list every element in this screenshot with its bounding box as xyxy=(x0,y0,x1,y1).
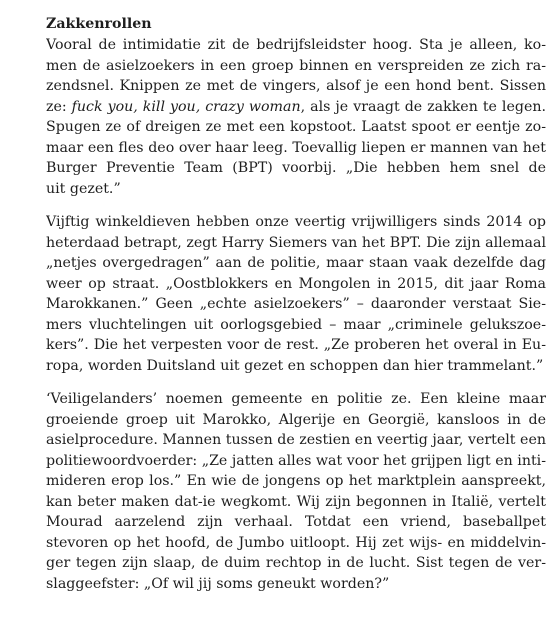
text-line xyxy=(46,253,546,274)
text-run: groeiende groep uit Marokko, Algerije en Georgië, kansloos in de xyxy=(46,411,546,428)
text-line xyxy=(46,430,546,451)
text-run: stevoren op het hoofd, de Jumbo uitloopt. Hij zet wijs- en middelvin- xyxy=(46,534,546,551)
text-run: Spugen ze of dreigen ze met een kopstoot. Laatst spoot er eentje zo- xyxy=(46,119,546,135)
text-run: ropa, worden Duitsland uit gezet en schoppen dan hier trammelant.” xyxy=(46,357,544,374)
text-run: zendsnel. Knippen ze met de vingers, alsof je een hond bent. Sissen xyxy=(46,78,546,94)
text-line xyxy=(46,97,546,118)
text-line xyxy=(46,512,546,533)
text-run: heterdaad betrapt, zegt Harry Siemers van het BPT. Die zijn allemaal xyxy=(46,234,546,251)
paragraph xyxy=(46,35,546,199)
text-line xyxy=(46,233,546,254)
text-line xyxy=(46,574,546,595)
text-run: ‘Veiligelanders’ noemen gemeente en politie ze. Een kleine maar xyxy=(46,391,546,407)
text-line xyxy=(46,76,546,97)
text-run: Vooral de intimidatie zit de bedrijfsleidster hoog. Sta je alleen, ko- xyxy=(46,37,546,53)
paragraph xyxy=(46,212,546,376)
italic-text: fuck you, kill you, crazy woman xyxy=(71,98,301,115)
text-line xyxy=(46,471,546,492)
text-line xyxy=(46,451,546,472)
text-line xyxy=(46,553,546,574)
text-line xyxy=(46,356,546,377)
text-run: , als je vraagt de zakken te legen. xyxy=(300,98,546,115)
text-run: mideren erop los.” En wie de jongens op het marktplein aanspreekt, xyxy=(46,473,546,489)
text-run: kan beter maken dat-ie wegkomt. Wij zijn begonnen in Italië, vertelt xyxy=(46,493,546,510)
text-line xyxy=(46,294,546,315)
text-run: ze: xyxy=(46,98,72,115)
text-line xyxy=(46,335,546,356)
paragraph xyxy=(46,389,546,594)
article-body xyxy=(46,35,546,594)
text-line xyxy=(46,212,546,233)
text-line xyxy=(46,492,546,513)
text-run: weer op straat. „Oostblokkers en Mongolen in 2015, dit jaar Roma xyxy=(46,275,546,292)
text-run: uit gezet.” xyxy=(46,180,121,197)
section-heading: Zakkenrollen xyxy=(46,16,152,32)
text-run: maar een fles deo over haar leeg. Toevallig liepen er mannen van het xyxy=(46,139,546,156)
text-line xyxy=(46,179,546,200)
text-run: Mourad aarzelend zijn verhaal. Totdat een vriend, baseballpet xyxy=(46,514,546,530)
text-line xyxy=(46,315,546,336)
text-run: men de asielzoekers in een groep binnen en verspreiden ze zich ra- xyxy=(46,57,546,74)
text-run: asielprocedure. Mannen tussen de zestien en veertig jaar, vertelt een xyxy=(46,432,546,448)
text-line xyxy=(46,138,546,159)
text-run: mers vluchtelingen uit oorlogsgebied – maar „criminele gelukszoe- xyxy=(46,316,546,333)
text-run: Marokkanen.” Geen „echte asielzoekers” – daaronder verstaat Sie- xyxy=(46,296,546,312)
text-run: ger tegen zijn slaap, de duim rechtop in de lucht. Sist tegen de ver- xyxy=(46,555,546,571)
text-line xyxy=(46,35,546,56)
text-line xyxy=(46,158,546,179)
text-run: politiewoordvoerder: „Ze jatten alles wat voor het grijpen ligt en inti- xyxy=(46,452,546,469)
text-run: slaggeefster: „Of wil jij soms geneukt worden?” xyxy=(46,575,390,592)
text-run: Vijftig winkeldieven hebben onze veertig vrijwilligers sinds 2014 op xyxy=(46,214,546,230)
text-run: Burger Preventie Team (BPT) voorbij. „Die hebben hem snel de xyxy=(46,160,546,176)
article xyxy=(46,14,546,607)
text-line xyxy=(46,56,546,77)
text-line xyxy=(46,410,546,431)
text-line xyxy=(46,117,546,138)
text-run: „netjes overgedragen” aan de politie, maar staan vaak dezelfde dag xyxy=(46,255,546,271)
text-line xyxy=(46,274,546,295)
text-line xyxy=(46,533,546,554)
text-line xyxy=(46,389,546,410)
text-run: kers”. Die het verpesten voor de rest. „Ze proberen het overal in Eu- xyxy=(46,337,546,353)
